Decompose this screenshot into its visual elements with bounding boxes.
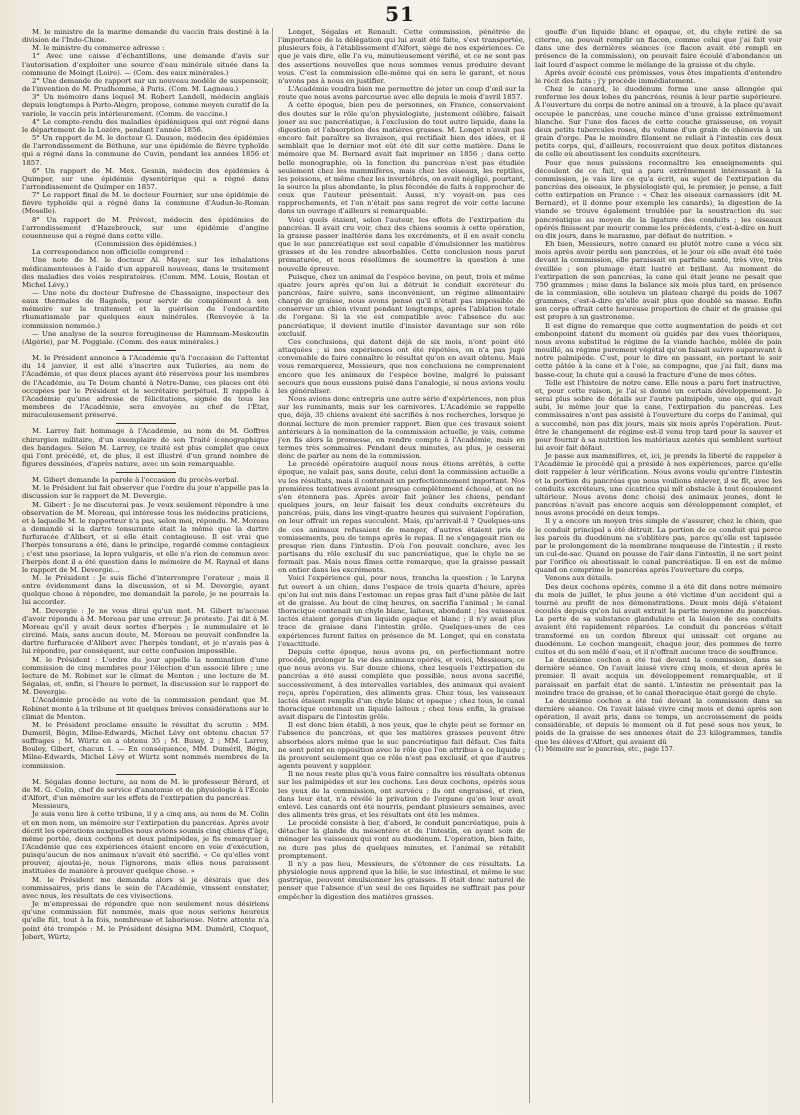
article-paragraph: L'Académie procède au vote de la commission pendant que M. Robinet monte à la tribune et lit quelques brèves considérations sur le climat de Menton. [22,696,269,721]
article-paragraph: M. le ministre de la marine demande du vaccin frais destiné à la division de l'Indo-Chine. [22,28,269,45]
article-paragraph: 6° Un rapport de M. Mex. Gesnin, médecin des épidémies à Quimper, sur une épidémie dysentérique qui a régné dans l'arrondissement de Quimper en 1857. [22,166,269,191]
article-paragraph: M. le Président : Je suis fâché d'interrompre l'orateur ; mais il entre évidemment dans la discussion, et si M. Devergie, ayant quelque chose à répondre, me demandait la parole, je ne pourrais la lui accorder. [22,574,269,607]
article-paragraph: Longet, Ségalas et Renault. Cette commission, pénétrée de l'importance de la délégation qui lui avait été faite, s'est transportée, plusieurs fois, à l'établissement d'Alfort, siège de nos expériences. Ce que je vais dire, elle l'a vu, minutieusement vérifié, et ce ne sont pas des assertions nouvelles que nous sommes venus produire devant vous. C'est la commission elle-même qui en sera le garant, et nous n'avons pas à nous en justifier. [278,28,525,85]
article-paragraph: Chez le canard, le duodénum forme une anse allongée qui renferme les deux lobes du pancréas, réunis à leur partie supérieure. À l'ouverture du corps de notre animal on a trouvé, à la place qu'avait occupée le pancréas, une couche mince d'une graisse extrêmement blanche. Sur l'une des faces de cette couche graisseuse, on voyait deux petits tubercules roses, du volume d'un grain de chènevis à un grain d'orge. Pas le moindre filament ne reliait à l'intestin ces deux petits corps, qui, d'ailleurs, recouvraient que deux petites distances de celle où aboutissent les conduits excréteurs. [535,85,782,159]
column-3 [535,28,782,1103]
section-separator [116,774,176,775]
article-paragraph: gouffe d'un liquide blanc et opaque, et, du chyle retiré de sa citerne, on pouvait remplir un flacon, comme celui que j'ai fait voir dans une des dernières séances (ce flacon avait été rempli en présence de la commission), on pouvait faire écoulé d'abondance un lait lourd d'aspect comme le mélange de la graisse et du chyle. [535,28,782,69]
article-paragraph: Messieurs, [32,802,70,811]
article-paragraph: Voici quels étaient, selon l'auteur, les effets de l'extirpation du pancréas. Il avait cru voir, chez des chiens soumis à cette opération, la graisse passer inaltérée dans les excréments, et il en avait conclu que le suc pancréatique est seul capable d'émulsionner les matières grasses et de les rendre absorbables. Cette conclusion nous parut prématurée, et nous résolûmes de soumettre la question à une nouvelle épreuve. [278,215,525,273]
article-paragraph: Depuis cette époque, nous avons pu, en perfectionnant notre procédé, prolonger la vie des animaux opérés, et voici, Messieurs, ce que nous avons vu. Sur douze chiens, chez lesquels l'extirpation du pancréas a été aussi complète que possible, nous avons sacrifié, successivement, à des intervalles variables, des animaux qui avaient reçu, après l'opération, des aliments gras. Chez tous, les vaisseaux lactés étaient remplis d'un chyle blanc et opaque ; chez tous, le canal thoracique contenait un liquide laiteux ; chez tous enfin, la graisse avait disparu de l'intestin grêle. [278,647,525,722]
article-paragraph: Je passe aux mammifères, et, ici, je prends la liberté de rappeler à l'Académie le procédé qui a présidé à nos expériences, parce qu'elle doit rappeler à leur vérification. Nous avons voulu qu'entre l'intestin et la portion du pancréas que nous voulions enlever, il se fît, avec les conduits excréteurs, une cicatrice qui mît obstacle à tout écoulement ultérieur. Nous avons donc choisi des animaux jeunes, dont le pancréas n'avait pas encore acquis son développement complet, et nous avons procédé en deux temps. [535,452,782,518]
article-paragraph: M. Devergie : Je ne vous dirai qu'un mot. M. Gibert m'accuse d'avoir répondu à M. Moreau par une erreur. Je proteste. J'ai dit à M. Moreau qu'il y avait deux sortes d'herpès ; le nummulaire et le circiné. Mais, sans aucun doute, M. Moreau ne pouvait confondre la dartre furfuracée d'Alibert avec l'herpès tondant, et je n'avais pas à lui répondre, par conséquent, sur cette confusion impossible. [22,606,269,656]
article-paragraph: A cette époque, bien peu de personnes, en France, conservaient des doutes sur le rôle qu'on physiologiste, justement célèbre, faisait jouer au suc pancréatique, à l'exclusion de tout autre liquide, dans la digestion et l'absorption des matières grasses. M. Longet n'avait pas encore fait paraître sa livraison, qui rectifiait bien des idées, et il semblait que le dernier mot eût été dit sur cette matière. Dans le mémoire que M. Bernard avait fait imprimer en 1856 ; dans cette belle monographie, où la fonction du pancréas n'est pas étudiée seulement chez les mammifères, mais chez les oiseaux, les reptiles, les poissons, et même chez les invertébrés, on avait négligé, pourtant, la source la plus abondante, la plus fécondée de faits à rapprocher de ceux que l'auteur présentait. Aussi, n'y voyait-on pas ces rapprochements, et l'on n'était pas sans regret de voir cette lacune dans un ouvrage d'ailleurs si remarquable. [278,101,525,216]
article-paragraph: Le procédé opératoire auquel nous nous étions arrêtés, à cette époque, ne valait pas, sans doute, celui dont la commission actuelle a vu les résultats, mais il contenait un perfectionnement important. Nos premières tentatives avaient presque complètement échoué, et on ne s'en étonnera pas. Après avoir fait jeûner les chiens, pendant quelques jours, on leur faisait les deux conduits excréteurs du pancréas, puis, dans les vingt-quatre heures qui suivaient l'opération, on leur offrait un repas succulent. Mais, qu'arrivait-il ? Quelques-uns de ces animaux refusaient de manger, d'autres étaient pris de vomissements, peu de temps après le repas. Il ne s'engageait rien ou presque rien dans l'intestin. D'où l'on pouvait conclure, avec les partisans du rôle exclusif du suc pancréatique, que le chyle ne se formait pas. Mais nous fîmes cette remarque, que la graisse passait en entier dans les excréments. [278,460,525,575]
article-paragraph: Pour que nous puissions reconnaître les enseignements qui découlent de ce fait, qui a paru extrêmement intéressant à la commission, je vais lire ce qu'a écrit, au sujet de l'extirpation du pancréas des oiseaux, le physiologiste qui, le premier, je pense, a fait cette extirpation en France : « Chez les oiseaux carnassiers (dit M. Bernard), et il donne pour exemple les canards), la digestion de la viande se trouve également troublée par la soustraction du suc pancréatique au moyen de la ligature des conduits ; les oiseaux opérés finissent par mourir comme les précédents, c'est-à-dire en huit ou dix jours, dans le marasme, par défaut de nutrition. » [535,158,782,240]
article-paragraph: 4° Le compte-rendu des maladies épidémiques qui ont régné dans le département de la Lozère, pendant l'année 1856. [22,117,269,134]
article-paragraph: M. le ministre du commerce adresse : [32,44,165,53]
article-paragraph: Une note de M. le docteur Al. Mayer, sur les inhalations médicamenteuses à l'aide d'un appareil nouveau, dans le traitement des maladies des voies respiratoires. (Comm. MM. Louis, Rostan et Michel Lévy.) [22,256,269,289]
article-paragraph: M. le Président me demanda alors si je désirais que des commissaires, pris dans le sein de l'Académie, vinssent constater, avec nous, les résultats de ces vivisections. [22,875,269,900]
article-paragraph: 5° Un rapport de M. le docteur G. Dauson, médecin des épidémies de l'arrondissement de Béthune, sur une épidémie de fièvre typhoïde qui a régné dans la commune de Cuvin, pendant les années 1856 et 1857. [22,134,269,167]
article-paragraph: Le procédé consiste à lier, d'abord, le conduit pancréatique, puis à détacher la glande du mésentère et de l'intestin, en ayant soin de ménager les vaisseaux qui vont au duodénum. L'opération, bien faite, ne dure pas plus de quelques minutes, et l'animal se rétablit promptement. [278,819,525,860]
column-divider [529,28,530,1103]
article-paragraph: — Une analyse de la source ferrugineuse de Hammam-Meskoutin (Algérie), par M. Poggiale. (Comm. des eaux minérales.) [22,329,269,346]
article-paragraph: Je suis venu lire à cette tribune, il y a cinq ans, au nom de M. Colin et en mon nom, un mémoire sur l'extirpation du pancréas. Après avoir décrit les opérations auxquelles nous avions soumis cinq chiens d'âge, même portée, deux cochons et deux palmipèdes, je fis remarquer à l'Académie que ces expériences étaient encore en voie d'exécution, puisqu'aucun de nos animaux n'avait été sacrifié. « Ce qu'elles vont prouver, ajoutai-je, nous l'ignorons, mais elles nous paraissent instituées de manière à prouver quelque chose. » [22,810,269,876]
article-paragraph: L'Académie voudra bien me permettre de jeter un coup d'œil sur la route que nous avons parcourue avec elle depuis le mois d'avril 1857. [278,85,525,102]
column-2 [278,28,525,1103]
article-paragraph: M. Ségalas donne lecture, au nom de M. le professeur Bérard, et de M. G. Colin, chef de service d'anatomie et de physiologie à l'École d'Alfort, d'un mémoire sur les effets de l'extirpation du pancréas. [22,777,269,803]
article-paragraph: M. le Président : L'ordre du jour appelle la nomination d'une commission de cinq membres pour l'élection d'un associé libre ; une lecture de M. Robinet sur le climat de Menton ; une lecture de M. Ségalas, et, enfin, si l'heure le permet, la discussion sur le rapport de M. Devergie. [22,655,269,697]
article-paragraph: — Une note du docteur Dufresne de Chassaigne, inspecteur des eaux thermales de Bagnols, pour servir de complément à son mémoire sur le traitement et la guérison de l'endocardite rhumatismale par quelques eaux minérales. (Renvoyée à la commission nommée.) [22,289,269,330]
article-paragraph: M. le Président lui fait observer que l'ordre du jour n'appelle pas la discussion sur le rapport de M. Devergie. [22,484,269,501]
article-paragraph: 3° Un mémoire dans lequel M. Robert Landell, médecin anglais depuis longtemps à Porto-Alegro, propose, comme moyen curatif de la variole, le vaccin pris intérieurement. (Comm. de vaccine.) [22,93,269,118]
article-paragraph: Telle est l'histoire de notre cane. Elle nous a paru fort instructive, et, pour cette raison, je l'ai si donné un certain développement. Je serai plus sobre de détails sur l'autre palmipède, une oie, qui avait subi, le même jour que la cane, l'extirpation du pancréas. Les commissaires n'ont pas assisté à l'ouverture du corps de l'animal, qui a succombé, non pas dix jours, mais six mois après l'opération. Peut-être le changement de régime est-il venu trop tard pour la sauver et pour fournir à sa nutrition les matériaux azotés qui semblent surtout lui avoir fait défaut. [535,378,782,452]
article-paragraph: Nous avions donc entrepris une autre série d'expériences, non plus sur les ruminants, mais sur les carnivores. L'Académie se rappelle que, déjà, 35 chiens avaient été sacrifiés à nos recherches, lorsque je donnai lecture de mon premier rapport. Bien que ces travaux soient antérieurs à la nomination de la commission actuelle, je vais, comme j'en fis alors la promesse, en rendre compte à l'Académie, mais en termes très sommaires. Pendant deux minutes, au plus, je cesserai donc de parler au nom de la commission. [278,395,525,461]
article-paragraph: 8° Un rapport de M. Prévost, médecin des épidémies de l'arrondissement d'Hazebrouck, sur une épidémie d'angine couenneuse qui a régné dans cette ville. [22,215,269,240]
section-separator [116,350,176,351]
article-paragraph: Le deuxième cochon a été tué devant la commission dans sa dernière séance. On l'avait laissé vivre cinq mois et demi après son opération, il avait pris, dans ce temps, un accroissement de poids considérable, et depuis le moment où il fut pesé sous nos yeux, le poids de la graisse de ses annexes était de 23 kilogrammes, tandis que les élèves d'Alfort, qui avaient dû [535,696,782,746]
column-divider [272,28,273,1103]
article-paragraph: Il ne nous reste plus qu'à vous faire connaître les résultats obtenus sur les palmipèdes et sur les cochons. Les deux cochons, opérés sous les yeux de la commission, ont survécu ; ils ont engraissé, et rien, dans leur état, n'a révélé la privation de l'organe qu'on leur avait enlevé. Les canards ont été nourris, pendant plusieurs semaines, avec des aliments très gras, et les résultats ont été les mêmes. [278,770,525,819]
section-separator [116,423,176,424]
page-number: 51 [385,2,415,26]
article-paragraph: Après avoir écouté ces prémisses, vous êtes impatients d'entendre le récit des faits ; j'y procède immédiatement. [535,68,782,85]
article-paragraph: Le deuxième cochon a été tué devant la commission, dans sa dernière séance. On l'avait laissé vivre cinq mois, et deux après le premier. Il avait acquis un développement remarquable, et il paraissait en parfait état de santé. L'intestin ne présentait pas la moindre trace de graisse, et le canal thoracique était gorgé de chyle. [535,656,782,697]
column-1 [22,28,269,1103]
article-paragraph: Eh bien, Messieurs, notre canard ou plutôt notre cane a vécu six mois après avoir perdu son pancréas, et le jour où elle avait été tuée devant la commission, elle paraissait en parfaite santé, très vive, très éveillée ; son plumage était lustré et brillant. Au moment de l'extirpation de son pancréas, la cane qui était jeune ne pesait que 750 grammes ; mise dans la balance six mois plus tard, en présence de la commission, elle souleva un plateau chargé du poids de 1067 grammes, c'est-à-dire qu'elle avait plus que doublé sa masse. Enfin son corps offrait cette heureuse proportion de chair et de graisse qui est propre à un gastronome. [535,240,782,322]
article-paragraph: La correspondance non officielle comprend : [32,248,189,257]
article-paragraph: M. le Président annonce à l'Académie qu'à l'occasion de l'attentat du 14 janvier, il est allé s'inscrire aux Tuileries, au nom de l'Académie, et que deux places ayant été réservées pour les membres de l'Académie, au Te Deum chanté à Notre-Dame, ces places ont été occupées par le Président et le secrétaire perpétuel. Il rappelle à l'Académie qu'une adresse de félicitations, signée de tous les membres de l'Académie, sera envoyée au chef de l'État, miraculeusement préservé. [22,354,269,420]
article-paragraph: M. Larrey fait hommage à l'Académie, au nom de M. Goffres chirurgien militaire, d'un exemplaire de son Traité iconographique des bandages. Selon M. Larrey, ce traité est plus complet que ceux qui l'ont précédé, et, de plus, il est illustré d'un grand nombre de figures dessinées, d'après nature, avec un soin remarquable. [22,427,269,468]
article-paragraph: M. Gibert demande la parole à l'occasion du procès-verbal. [32,476,239,485]
article-paragraph: Puisque, chez un animal de l'espèce bovine, on peut, trois et même quatre jours après qu'on lui a détruit le conduit excréteur du pancréas, faire suivre, sans inconvénient, un régime alimentaire chargé de graisse, nous avons pensé qu'il n'était pas impossible de conserver un chien vivant pendant longtemps, après l'ablation totale de l'organe. Si la vie est compatible avec l'absence du suc pancréatique, il devient inutile d'insister davantage sur son rôle exclusif. [278,272,525,338]
article-paragraph: M. le Président proclame ensuite le résultat du scrutin : MM. Dumeril, Bégin, Milne-Edwards, Michel Lévy ont obtenu chacun 57 suffrages ; M. Würtz en a obtenu 35 ; M. Bussy, 2 ; MM. Larrey, Bouley, Gibert, chacun 1. — En conséquence, MM. Duméril, Bégin, Milne-Edwards, Michel Lévy et Würtz sont nommés membres de la commission. [22,720,269,770]
article-paragraph: Il est donc bien établi, à nos yeux, que le chyle peut se former en l'absence du pancréas, et que les matières grasses peuvent être absorbées alors même que le suc pancréatique fait défaut. Ces faits ne sont point en opposition avec le rôle que l'on attribue à ce liquide ; ils prouvent seulement que ce rôle n'est pas exclusif, et que d'autres agents peuvent y suppléer. [278,721,525,771]
article-paragraph: Il n'y a pas lieu, Messieurs, de s'étonner de ces résultats. La physiologie nous apprend que la bile, le suc intestinal, et même le suc gastrique, peuvent émulsionner les graisses. Il était donc naturel de penser que l'absence d'un seul de ces liquides ne suffirait pas pour empêcher la digestion des matières grasses. [278,859,525,901]
section-separator [116,472,176,473]
article-paragraph: Voici l'expérience qui, pour nous, trancha la question ; le Larynx fut ouvert à un chien, dans l'espace de trois quarts d'heure, après qu'on lui eut mis dans l'estomac un repas gras fait d'une pâtée de lait et de graisse. Au bout de cinq heures, on sacrifia l'animal ; le canal thoracique contenait un chyle blanc, laiteux, abondant ; les vaisseaux lactés étaient gorgés d'un liquide opaque et blanc ; il n'y avait plus trace de graisse dans l'intestin grêle. Quelques-unes de ces expériences furent faites en présence de M. Longet, qui en constata l'exactitude. [278,574,525,648]
footnote: (1) Mémoire sur le pancréas, etc., page 157. [535,745,675,753]
article-paragraph: 7° Le rapport final de M. le docteur Fournier, sur une épidémie de fièvre typhoïde qui a régné dans la commune d'Audun-le-Roman (Moselle). [22,191,269,216]
article-paragraph: Des deux cochons opérés, comme il a été dit dans notre mémoire du mois de juillet, le plus jeune a été victime d'un accident qui a tourné au profit de nos démonstrations. Deux mois déjà s'étaient écoulés depuis qu'on lui avait extrait la partie moyenne du pancréas. La perte de sa substance glandulaire et la lésion de ses conduits avaient été rapidement réparées. Le conduit du pancréas s'était transformé en un cordon fibreux qui unissait cet organe au duodénum. Le cochon mangeait, chaque jour, des pommes de terre cuites et du son mêlé d'eau, et il n'offrait aucune trace de souffrance. [535,582,782,656]
article-paragraph: M. Gibert : Je ne discuterai pas. Je veux seulement répondre à une observation de M. Moreau, qui intéresse tous les médecins praticiens, et à laquelle M. le rapporteur n'a pas, selon moi, répondu. M. Moreau a demandé si la dartre tonsurante était la même que la dartre furfuracée d'Alibert, et si elle était contagieuse. Il est vrai que l'herpès tonsurans a été, dans le principe, regardé comme contagieux ; c'est une psoriase, la lepra vulgaris, et elle n'a rien de commun avec l'herpès dont il a été question dans le mémoire de M. Raynal et dans le rapport de M. Devergie… [22,500,269,574]
article-paragraph: Venons aux détails. [545,574,613,583]
article-paragraph: Il est digne de remarque que cette augmentation de poids et cet embonpoint datent du moment où guidés par des vues théoriques, nous avons substitué le régime de la viande hachée, mêlée de pain mouillé, au régime purement végétal qu'on faisait suivre auparavant à notre palmipède. C'est, pour le dire en passant, en portant le soir cette pâtée à la cane et à l'oie, sa compagne, que j'ai fait, dans ma basse-cour, la chute qui a causé la fracture d'une de mes côtes. [535,321,782,379]
article-paragraph: 1° Avec une caisse d'échantillons, une demande d'avis sur l'autorisation d'exploiter une source d'eau minérale située dans la commune de Moingt (Loire). — (Com. des eaux minérales.) [22,52,269,77]
article-paragraph: Il y a encore un moyen très simple de s'assurer, chez le chien, que le conduit principal a été détruit. La portion de ce conduit qui perce les parois du duodénum ne s'oblitère pas, parce qu'elle est tapissée par le prolongement de la membrane muqueuse de l'intestin ; il reste un cul-de-sac. Quand on pousse de l'air dans l'intestin, il ne sort point par l'orifice où aboutissait le canal pancréatique. Il en est de même quand on comprime le pancréas après l'ouverture du corps. [535,517,782,575]
article-paragraph: Je m'empressai de répondre que non seulement nous désirions qu'une commission fût nommée, mais que nous serions heureux qu'elle fût, tout à la fois, nombreuse et laborieuse. Notre attente n'a point été trompée : M. le Président désigna MM. Duméril, Cloquet, Jobert, Würtz, [22,900,269,941]
article-paragraph: (Commission des épidémies.) [94,240,197,249]
article-paragraph: Ces conclusions, qui datent déjà de six mois, n'ont point été attaquées ; si nos expériences ont été répétées, on n'a pas jugé convenable de faire connaître le résultat qu'on en avait obtenu. Mais vous remarquerez, Messieurs, que nos conclusions ne comprenaient encore que les animaux de l'espèce bovine, malgré le puissant secours que nous eussions puisé dans l'analogie, si nous avions voulu les généraliser. [278,337,525,395]
article-paragraph: 2° Une demande de rapport sur un nouveau modèle de suspensoir, de l'invention de M. Prudhomme, à Paris. (Com. M. Lagneau.) [22,76,269,94]
